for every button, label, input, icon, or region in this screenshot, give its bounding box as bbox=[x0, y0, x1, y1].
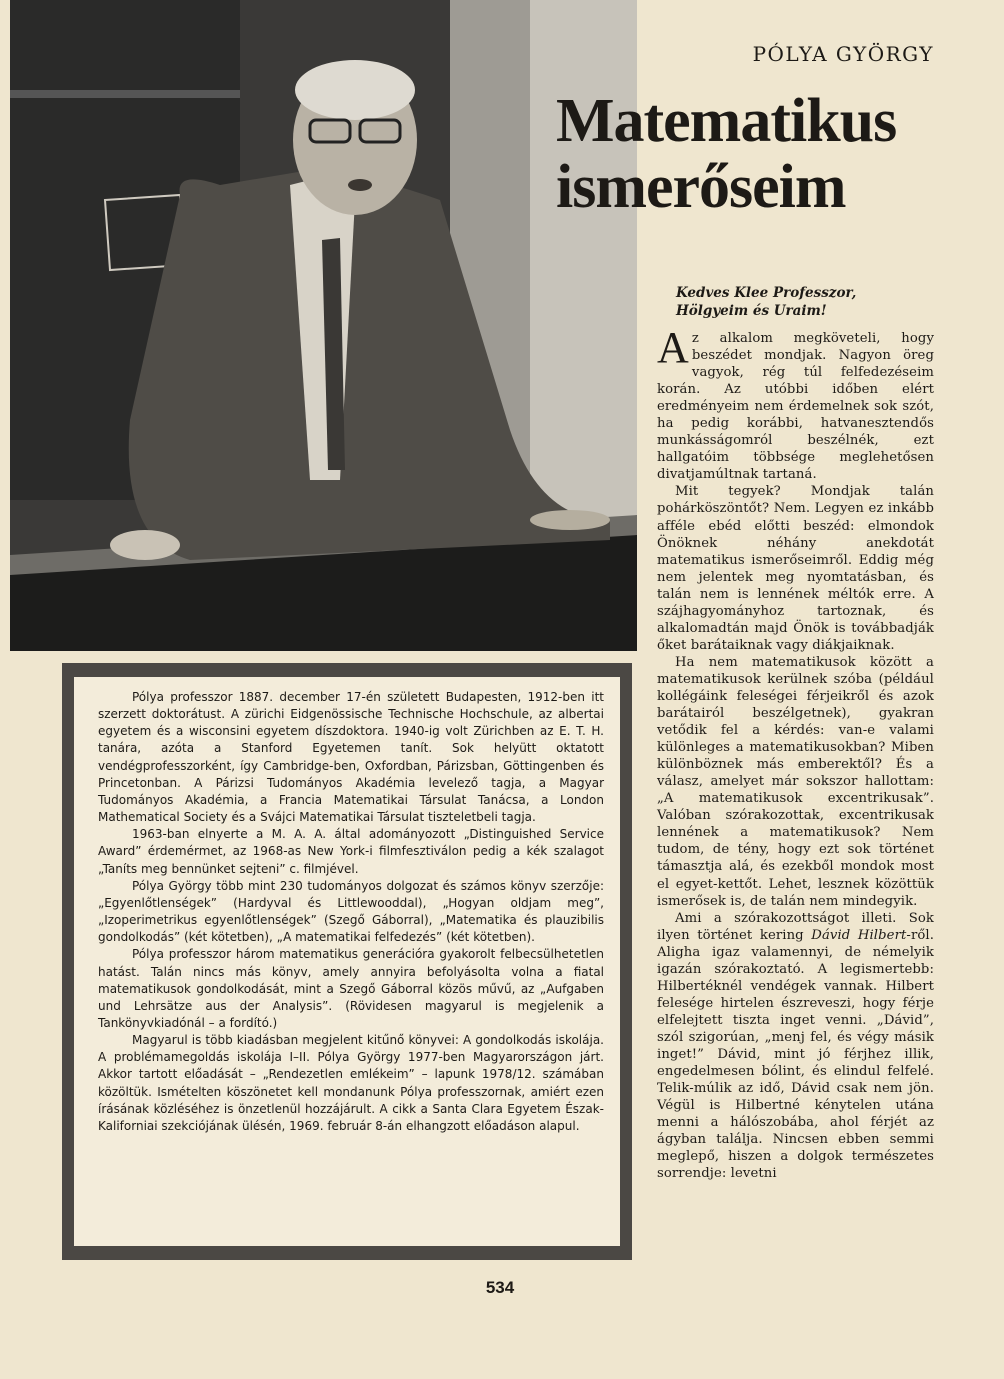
drop-cap: A bbox=[657, 323, 689, 372]
bio-paragraph: Pólya professzor három matematikus generációra gyakorolt felbecsülhetetlen hatást. Talán nincs más könyv, amely annyira befolyásolta volna a fiatal matematikusok gondolkodását, mint a Szegő Gáborral közös művű, az „Aufgaben und Lehrsätze aus der Analysis”. (Rövidesen magyarul is megjelenik a Tankönyvkiadónál – a fordító.) bbox=[98, 947, 604, 1030]
article-body-column bbox=[657, 323, 934, 1182]
article-paragraph-4 bbox=[657, 910, 934, 1183]
hilbert-name: Dávid Hilbert bbox=[811, 927, 907, 943]
bio-paragraph: 1963-ban elnyerte a M. A. A. által adományozott „Distinguished Service Award” érdemérmet, az 1968-as New York-i filmfesztiválon pedig a kék szalagot „Taníts meg bennünket sejteni” c. filmjével. bbox=[98, 827, 604, 876]
article-paragraph-4-rest: -ről. Aligha igaz valamennyi, de némelyik igazán szórakoztató. A legismertebb: Hilbertéknél vendégek vannak. Hilbert felesége hirtelen észreveszi, hogy férje elfelejtett tiszta inget venni. „Dávid”, szól szigorúan, „menj fel, és végy másik inget!” Dávid, mint jó férjhez illik, engedelmesen bólint, és elindul felfelé. Telik-múlik az idő, Dávid csak nem jön. Végül is Hilbertné kénytelen utána menni a hálószobába, ahol férjét az ágyban találja. Nincsen ebben semmi meglepő, hiszen a dolgok természetes sorrendje: levetni bbox=[657, 927, 934, 1182]
salutation bbox=[676, 284, 936, 320]
bio-paragraph: Pólya György több mint 230 tudományos dolgozat és számos könyv szerzője: „Egyenlőtlenségek” (Hardyval és Littlewooddal), „Hogyan oldjam meg”, „Izoperimetrikus egyenlőtlenségek” (Szegő Gáborral), „Matematika és plauzibilis gondolkodás” (két kötetben), „A matematikai felfedezés” (két kötetben). bbox=[98, 878, 604, 945]
salutation-line-1: Kedves Klee Professzor, bbox=[676, 285, 857, 301]
biography-box bbox=[62, 663, 632, 1260]
lecturer-photo-illustration bbox=[10, 0, 637, 651]
article-title: Matematikus ismerőseim bbox=[556, 87, 897, 221]
article-paragraph-1 bbox=[657, 323, 934, 483]
article-paragraph-3: Ha nem matematikusok között a matematikusok kerülnek szóba (például kollégáink feleségei férjeikről és azok barátairól beszélgetnek), gyakran vetődik fel a kérdés: van-e valami különleges a matematikusokban? Miben különböznek más emberektől? És a válasz, amelyet már sokszor hallottam: „A matematikusok excentrikusak”. Valóban szórakozottak, excentrikusak lennének a matematikusok? Nem tudom, de tény, hogy ezt sok történet támasztja alá, és ezekből mondok most el egyet-kettőt. Lehet, lesznek közöttük ismerősek is, de talán nem mindegyik. bbox=[657, 654, 934, 909]
bio-paragraph: Magyarul is több kiadásban megjelent kitűnő könyvei: A gondolkodás iskolája. A problémamegoldás iskolája I–II. Pólya György 1977-ben Magyarországon járt. Akkor tartott előadását – „Rendezetlen emlékeim” – lapunk 1978/12. számában közöltük. Ismételten köszönetet kell mondanunk Pólya professzornak, amiért ezen írásának közléséhez is önzetlenül hozzájárult. A cikk a Santa Clara Egyetem Észak-Kaliforniai szekciójának ülésén, 1969. február 8-án elhangzott előadáson alapul. bbox=[98, 1033, 604, 1133]
lecturer-photo bbox=[10, 0, 637, 651]
page-number: 534 bbox=[485, 1278, 515, 1297]
biography-box-content bbox=[74, 677, 620, 1246]
bio-paragraph: Pólya professzor 1887. december 17-én született Budapesten, 1912-ben itt szerzett doktorátust. A zürichi Eidgenössische Technische Hochschule, az albertai egyetem és a wisconsini egyetem díszdoktora. 1940-ig volt Zürichben az E. T. H. tanára, azóta a Stanford Egyetemen tanít. Sok helyütt oktatott vendégprofesszorként, így Cambridge-ben, Oxfordban, Párizsban, Göttingenben és Princetonban. A Párizsi Tudományos Akadémia levelező tagja, a Magyar Tudományos Akadémia, a Francia Matematikai Társulat Tanácsa, a London Mathematical Society és a Svájci Matematikai Társulat tiszteletbeli tagja. bbox=[98, 690, 604, 825]
article-paragraph-2: Mit tegyek? Mondjak talán pohárköszöntőt? Nem. Legyen ez inkább afféle ebéd előtti beszéd: elmondok Önöknek néhány anekdotát matematikus ismerőseimről. Eddig még nem jelentek meg nyomtatásban, és talán nem is lennének méltók erre. A szájhagyományhoz tartoznak, és alkalomadtán majd Önök is továbbadják őket barátaiknak vagy diákjaiknak. bbox=[657, 484, 934, 653]
author-name: PÓLYA GYÖRGY bbox=[752, 42, 934, 66]
article-paragraph-1-text: z alkalom megköveteli, hogy beszédet mondjak. Nagyon öreg vagyok, rég túl felfedezéseim korán. Az utóbbi időben elért eredményeim nem érdemelnek sok szót, ha pedig korábbi, hatvanesztendős munkásságomról beszélnék, ezt hallgatóim többsége meglehetősen divatjamúltnak tartaná. bbox=[657, 331, 934, 483]
salutation-line-2: Hölgyeim és Uraim! bbox=[676, 303, 827, 319]
article-paragraph-4-start: Ami a szórakozottságot illeti. Sok ilyen történet kering bbox=[657, 910, 934, 943]
